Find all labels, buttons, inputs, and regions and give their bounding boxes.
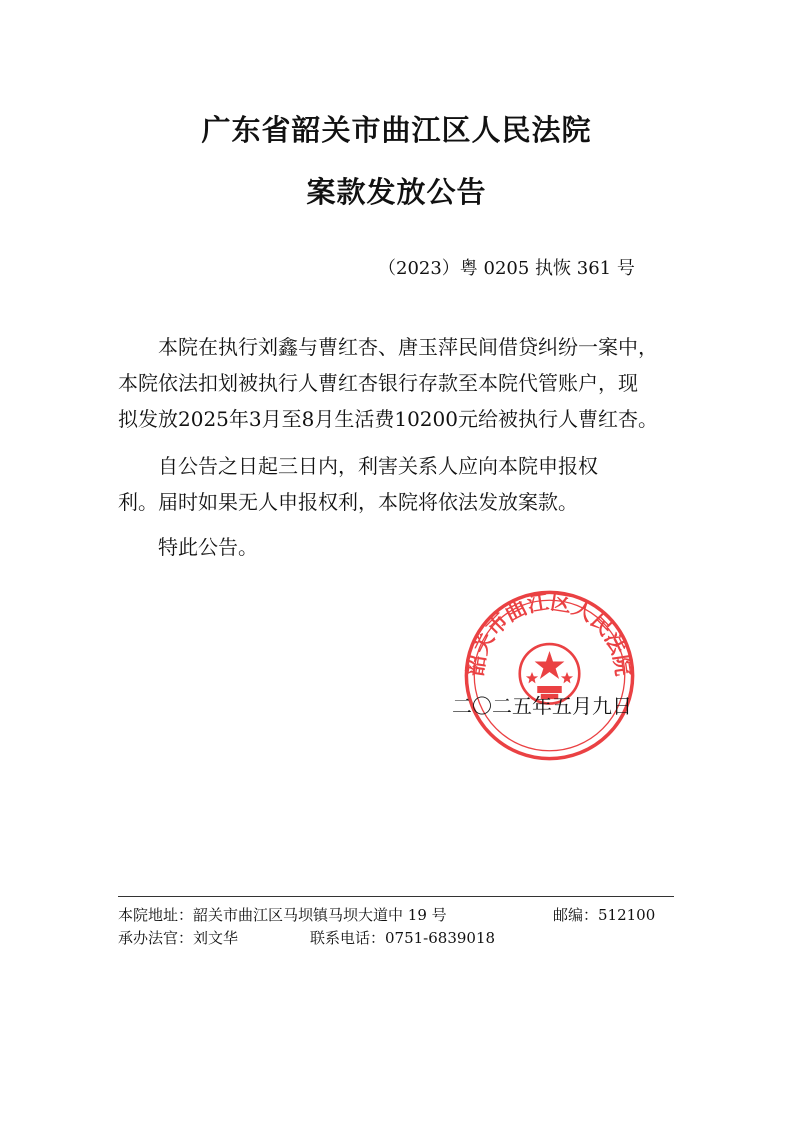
case-number: （2023）粤 0205 执恢 361 号: [378, 258, 635, 279]
contact-phone: 联系电话：0751-6839018: [310, 929, 496, 947]
court-name: 广东省韶关市曲江区人民法院: [201, 113, 592, 147]
footer-divider: [118, 896, 674, 897]
postcode: 邮编：512100: [553, 906, 656, 924]
seal-text: 韶关市曲江区人民法院: [462, 589, 637, 678]
judge-name: 承办法官：刘文华: [118, 929, 239, 947]
court-address: 本院地址：韶关市曲江区马坝镇马坝大道中 19 号: [118, 906, 447, 924]
paragraph-2: 自公告之日起三日内，利害关系人应向本院申报权 利。届时如果无人申报权利，本院将依法发放案款。: [118, 454, 598, 514]
issue-date: 二〇二五年五月九日: [452, 694, 632, 718]
document-title: 案款发放公告: [306, 175, 487, 209]
paragraph-1: 本院在执行刘鑫与曹红杏、唐玉萍民间借贷纠纷一案中， 本院依法扣划被执行人曹红杏银行存款至本院代管账户，现 拟发放2025年3月至8月生活费10200元给被执行人曹红杏。: [118, 335, 658, 431]
paragraph-3: 特此公告。: [158, 535, 258, 559]
court-seal: [462, 588, 637, 763]
